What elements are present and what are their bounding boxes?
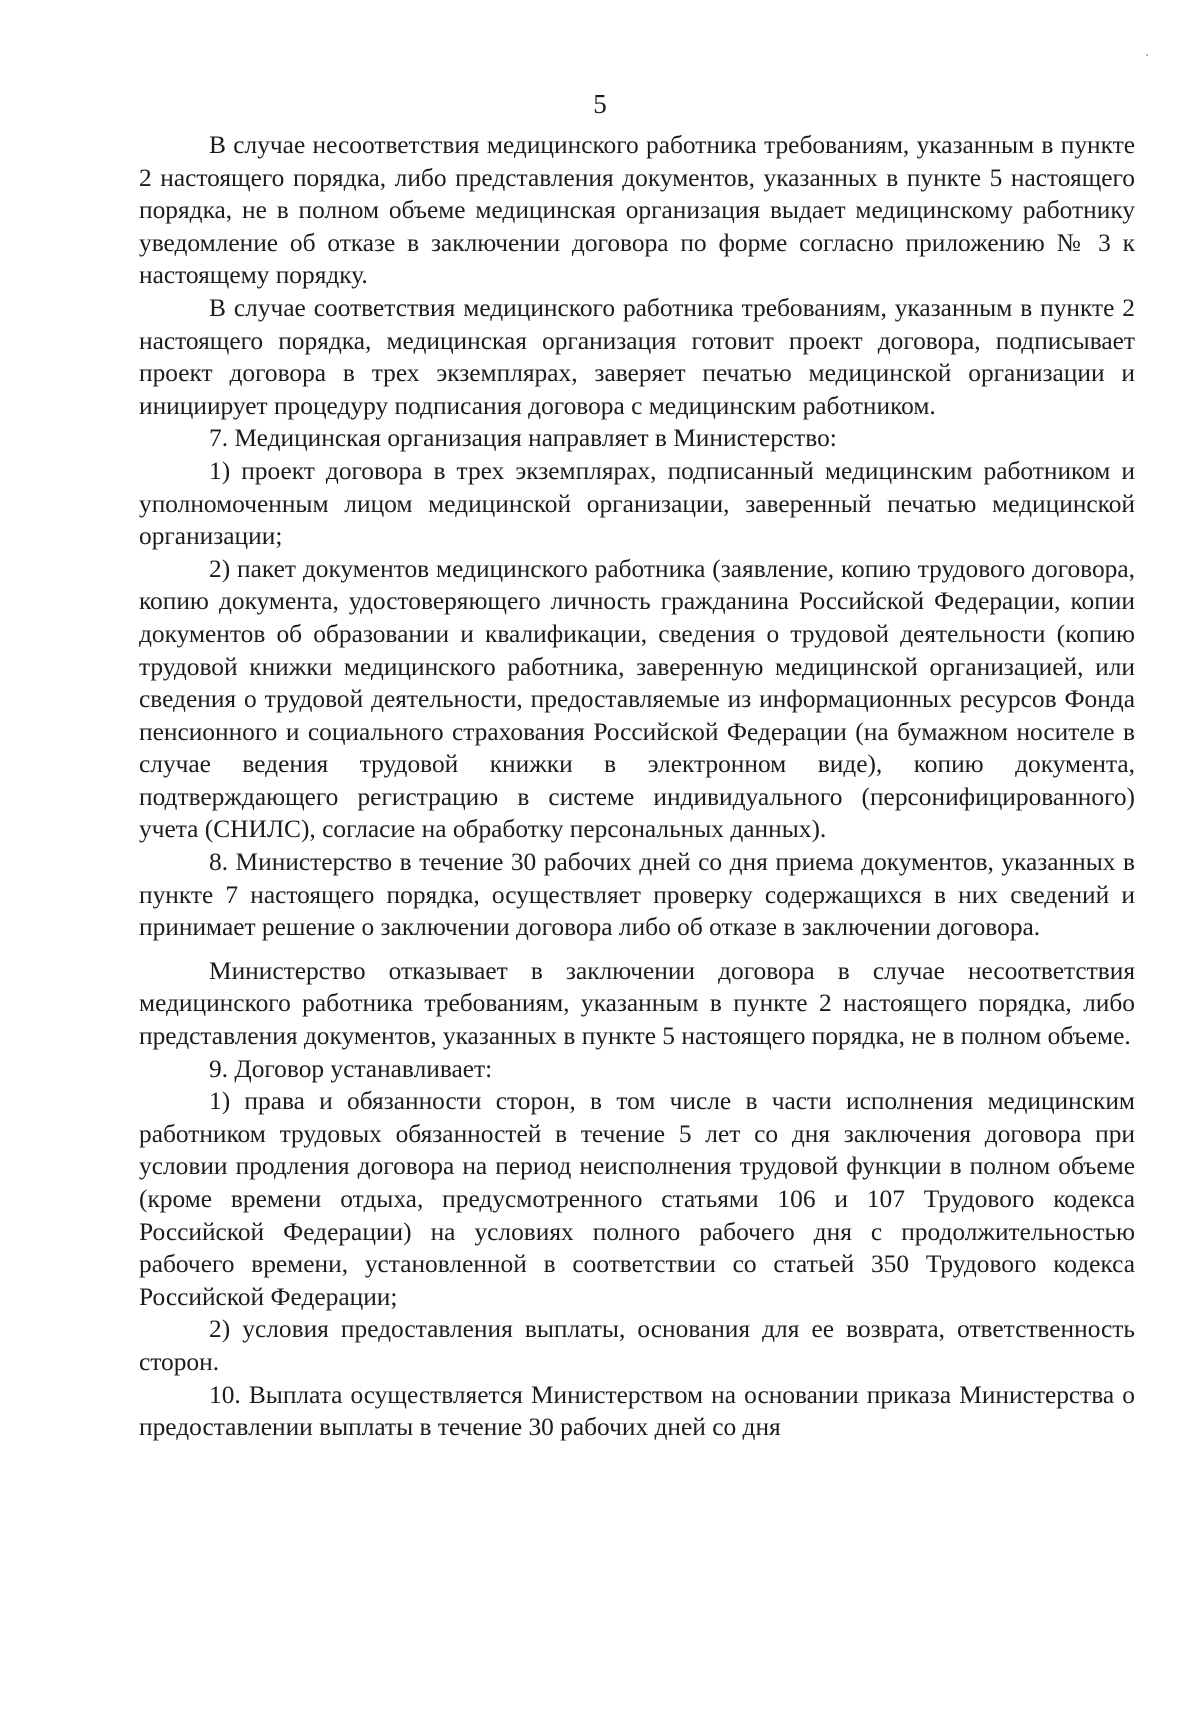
paragraph-ministry-refusal: Министерство отказывает в заключении договора в случае несоответствия медицинского работника требованиям, указанным в пункте 2 настоящего порядка, либо представления документов, указанных в пункте 5 настоящего порядка, не в полном объеме. [139, 956, 1135, 1051]
paragraph-item-10: 10. Выплата осуществляется Министерством на основании приказа Министерства о предоставлении выплаты в течение 30 рабочих дней со дня [139, 1380, 1135, 1442]
paragraph-item-8: 8. Министерство в течение 30 рабочих дней со дня приема документов, указанных в пункте 7 настоящего порядка, осуществляет проверку содержащихся в них сведений и принимает решение о заключении договора либо об отказе в заключении договора. [139, 848, 1135, 942]
paragraph-contract-preparation: В случае соответствия медицинского работника требованиям, указанным в пункте 2 настоящего порядка, медицинская организация готовит проект договора, подписывает проект договора в трех экземплярах, заверяет печатью медицинской организации и инициирует процедуру подписания договора с медицинским работником. [139, 293, 1135, 420]
paragraph-item-9-1: 1) права и обязанности сторон, в том числе в части исполнения медицинским работником трудовых обязанностей в течение 5 лет со дня заключения договора при условии продления договора на период неисполнения трудовой функции в полном объеме (кроме времени отдыха, предусмотренного статьями 106 и 107 Трудового кодекса Российской Федерации) на условиях полного рабочего дня с продолжительностью рабочего времени, установленной в соответствии со статьей 350 Трудового кодекса Российской Федерации; [139, 1087, 1135, 1311]
paragraph-item-7: 7. Медицинская организация направляет в Министерство: [209, 424, 837, 453]
paragraph-item-9-2: 2) условия предоставления выплаты, основания для ее возврата, ответственность сторон. [139, 1315, 1135, 1376]
scan-speck [1146, 54, 1148, 56]
paragraph-item-7-1: 1) проект договора в трех экземплярах, подписанный медицинским работником и уполномоченным лицом медицинской организации, заверенный печатью медицинской организации; [139, 456, 1135, 551]
document-body [139, 129, 1135, 1444]
page-number: 5 [593, 89, 607, 119]
paragraph-refusal-notice: В случае несоответствия медицинского работника требованиям, указанным в пункте 2 настоящего порядка, либо представления документов, указанных в пункте 5 настоящего порядка, не в полном объеме медицинская организация выдает медицинскому работнику уведомление об отказе в заключении договора по форме согласно приложению № 3 к настоящему порядку. [139, 131, 1135, 290]
paragraph-item-9: 9. Договор устанавливает: [209, 1054, 493, 1083]
paragraph-item-7-2: 2) пакет документов медицинского работника (заявление, копию трудового договора, копию документа, удостоверяющего личность гражданина Российской Федерации, копии документов об образовании и квалификации, сведения о трудовой деятельности (копию трудовой книжки медицинского работника, заверенную медицинской организацией, или сведения о трудовой деятельности, предоставляемые из информационных ресурсов Фонда пенсионного и социального страхования Российской Федерации (на бумажном носителе в случае ведения трудовой книжки в электронном виде), копию документа, подтверждающего регистрацию в системе индивидуального (персонифицированного) учета (СНИЛС), согласие на обработку персональных данных). [139, 554, 1135, 844]
